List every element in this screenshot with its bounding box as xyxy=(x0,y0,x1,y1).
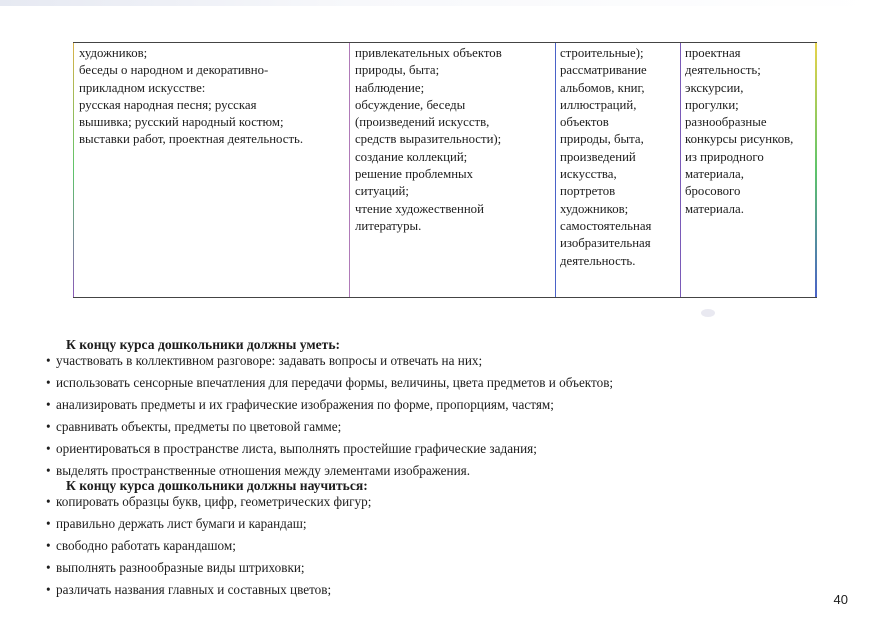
list-item xyxy=(46,557,371,579)
table-cell-line: (произведений искусств, xyxy=(355,115,490,130)
table-column-4 xyxy=(680,43,817,297)
list-item xyxy=(46,438,613,460)
list-item xyxy=(46,491,371,513)
table-cell-line: деятельность; xyxy=(685,63,761,78)
section-heading-skills: К концу курса дошкольники должны уметь: xyxy=(66,337,341,352)
scan-blot xyxy=(701,309,715,317)
list-item xyxy=(46,350,613,372)
table-cell-line: экскурсии, xyxy=(685,80,744,95)
table-cell-line: искусства, xyxy=(560,167,617,182)
list-item-text: участвовать в коллективном разговоре: задавать вопросы и отвечать на них; xyxy=(56,353,483,368)
table-column-3 xyxy=(555,43,680,297)
bullet-icon: • xyxy=(46,462,51,478)
bullet-icon: • xyxy=(46,537,51,553)
table-cell-line: выставки работ, проектная деятельность. xyxy=(79,132,304,147)
table-cell-line: материала, xyxy=(685,167,744,182)
bullet-icon: • xyxy=(46,374,51,390)
table-cell-line: объектов xyxy=(560,115,609,130)
table-cell-line: решение проблемных xyxy=(355,167,474,182)
table-cell-line: русская народная песня; русская xyxy=(79,97,257,112)
table-cell-line: материала. xyxy=(685,201,744,216)
table-cell-line: чтение художественной xyxy=(355,201,484,216)
bullet-icon: • xyxy=(46,559,51,575)
table-column-2 xyxy=(349,43,555,297)
table-cell-line: художников; xyxy=(560,201,629,216)
learn-list xyxy=(46,491,371,601)
table-cell-line: конкурсы рисунков, xyxy=(685,132,794,147)
list-item-text: ориентироваться в пространстве листа, выполнять простейшие графические задания; xyxy=(56,440,537,456)
scan-edge xyxy=(0,0,876,6)
list-item xyxy=(46,579,371,601)
table-cell-line: художников; xyxy=(79,46,148,60)
table-cell-line: иллюстраций, xyxy=(560,97,637,112)
table-column-1 xyxy=(74,43,349,297)
list-item-text: свободно работать карандашом; xyxy=(56,537,236,553)
table-cell-line: беседы о народном и декоративно- xyxy=(79,63,269,78)
table-cell-line: строительные); xyxy=(560,46,644,60)
bullet-icon: • xyxy=(46,418,51,434)
table-cell-line: изобразительная xyxy=(560,236,651,251)
list-item xyxy=(46,394,613,416)
page-number: 40 xyxy=(833,592,848,607)
table-cell-line: произведений xyxy=(560,149,636,164)
table-cell-line: самостоятельная xyxy=(560,218,652,233)
table-cell-line: разнообразные xyxy=(685,115,767,130)
list-item-text: выполнять разнообразные виды штриховки; xyxy=(56,559,305,575)
list-item-text: анализировать предметы и их графические изображения по форме, пропорциям, частям; xyxy=(56,396,554,412)
bullet-icon: • xyxy=(46,353,51,368)
table-cell-line: бросового xyxy=(685,184,741,199)
list-item-text: различать названия главных и составных цветов; xyxy=(56,581,332,597)
list-item-text: сравнивать объекты, предметы по цветовой гамме; xyxy=(56,418,342,434)
table-cell-line: ситуаций; xyxy=(355,184,409,199)
list-item-text: правильно держать лист бумаги и карандаш; xyxy=(56,515,307,531)
table-cell-line: природы, быта; xyxy=(355,63,440,78)
table-cell-line: прогулки; xyxy=(685,97,739,112)
section-heading-learn: К концу курса дошкольники должны научиться: xyxy=(66,478,368,493)
table-cell-line: рассматривание xyxy=(560,63,647,78)
list-item-text: использовать сенсорные впечатления для передачи формы, величины, цвета предметов и объектов; xyxy=(56,374,614,390)
bullet-icon: • xyxy=(46,494,51,509)
list-item-text: выделять пространственные отношения между элементами изображения. xyxy=(56,462,470,478)
list-item xyxy=(46,416,613,438)
activities-table xyxy=(73,42,817,298)
table-cell-line: из природного xyxy=(685,149,764,164)
table-cell-line: средств выразительности); xyxy=(355,132,502,147)
table-cell-line: наблюдение; xyxy=(355,80,425,95)
list-item xyxy=(46,535,371,557)
table-cell-line: вышивка; русский народный костюм; xyxy=(79,115,284,130)
table-cell-line: портретов xyxy=(560,184,616,199)
bullet-icon: • xyxy=(46,581,51,597)
table-cell-line: обсуждение, беседы xyxy=(355,97,466,112)
bullet-icon: • xyxy=(46,515,51,531)
list-item-text: копировать образцы букв, цифр, геометрических фигур; xyxy=(56,494,372,509)
table-cell-line: привлекательных объектов xyxy=(355,46,502,60)
table-cell-line: прикладном искусстве: xyxy=(79,80,206,95)
list-item xyxy=(46,372,613,394)
table-cell-line: проектная xyxy=(685,46,741,60)
bullet-icon: • xyxy=(46,396,51,412)
table-cell-line: литературы. xyxy=(355,218,422,233)
table-cell-line: альбомов, книг, xyxy=(560,80,645,95)
table-cell-line: создание коллекций; xyxy=(355,149,468,164)
table-right-border xyxy=(815,43,817,297)
skills-list xyxy=(46,350,613,481)
bullet-icon: • xyxy=(46,440,51,456)
table-cell-line: деятельность. xyxy=(560,253,636,268)
list-item xyxy=(46,513,371,535)
table-cell-line: природы, быта, xyxy=(560,132,644,147)
